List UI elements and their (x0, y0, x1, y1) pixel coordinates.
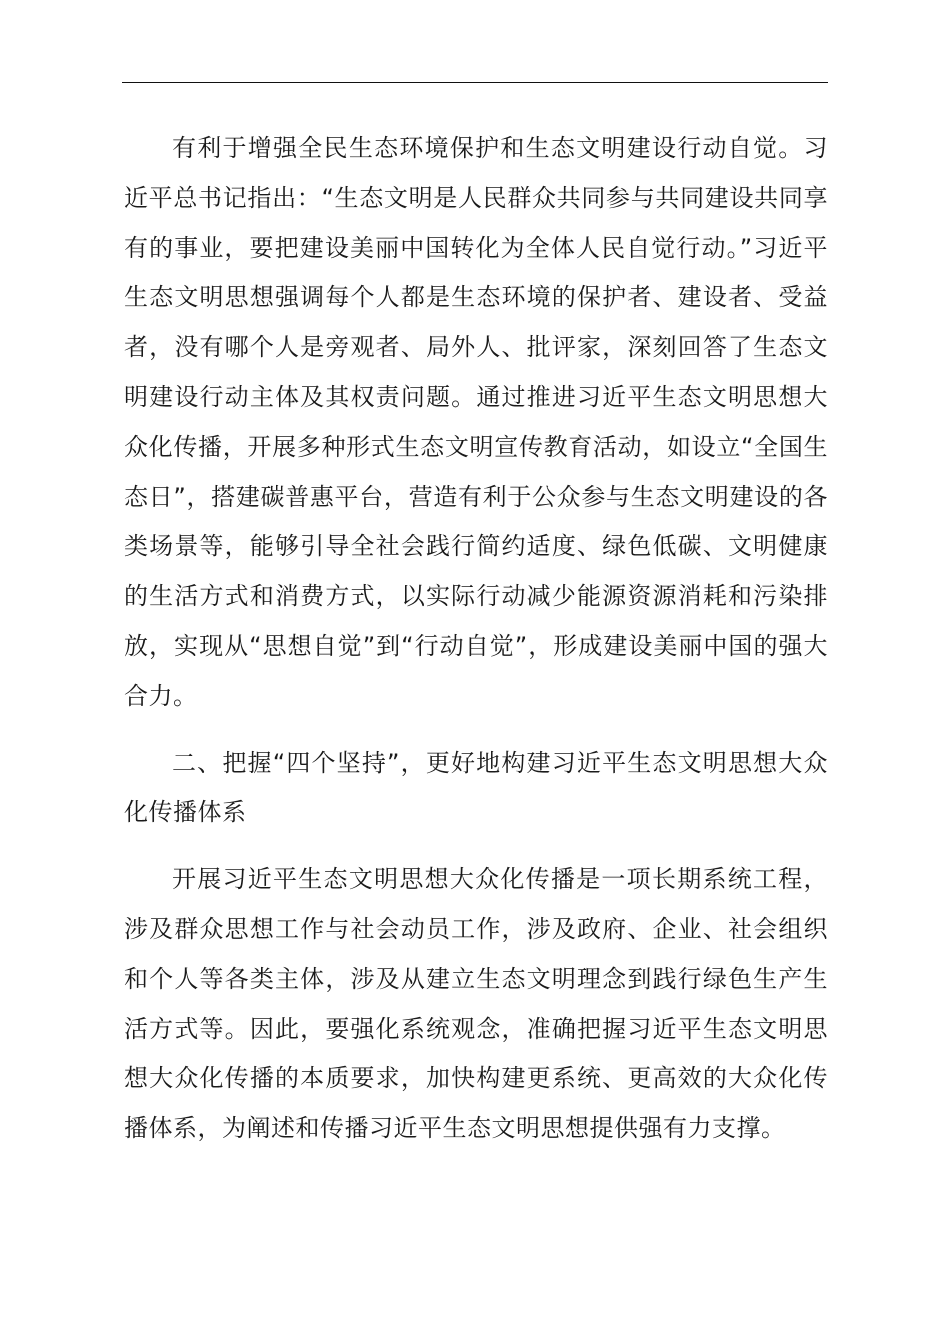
body-paragraph-1: 有利于增强全民生态环境保护和生态文明建设行动自觉。习近平总书记指出：“生态文明是人民群众共同参与共同建设共同享有的事业，要把建设美丽中国转化为全体人民自觉行动。”习近平生态文明思想强调每个人都是生态环境的保护者、建设者、受益者，没有哪个人是旁观者、局外人、批评家，深刻回答了生态文明建设行动主体及其权责问题。通过推进习近平生态文明思想大众化传播，开展多种形式生态文明宣传教育活动，如设立“全国生态日”，搭建碳普惠平台，营造有利于公众参与生态文明建设的各类场景等，能够引导全社会践行简约适度、绿色低碳、文明健康的生活方式和消费方式，以实际行动减少能源资源消耗和污染排放，实现从“思想自觉”到“行动自觉”，形成建设美丽中国的强大合力。 (124, 134, 828, 710)
section-heading: 二、把握“四个坚持”，更好地构建习近平生态文明思想大众化传播体系 (124, 748, 828, 827)
body-paragraph-2: 开展习近平生态文明思想大众化传播是一项长期系统工程，涉及群众思想工作与社会动员工作，涉及政府、企业、社会组织和个人等各类主体，涉及从建立生态文明理念到践行绿色生产生活方式等。因此，要强化系统观念，准确把握习近平生态文明思想大众化传播的本质要求，加快构建更系统、更高效的大众化传播体系，为阐述和传播习近平生态文明思想提供强有力支撑。 (124, 865, 828, 1143)
header-divider (122, 82, 828, 83)
document-body (124, 124, 828, 1154)
